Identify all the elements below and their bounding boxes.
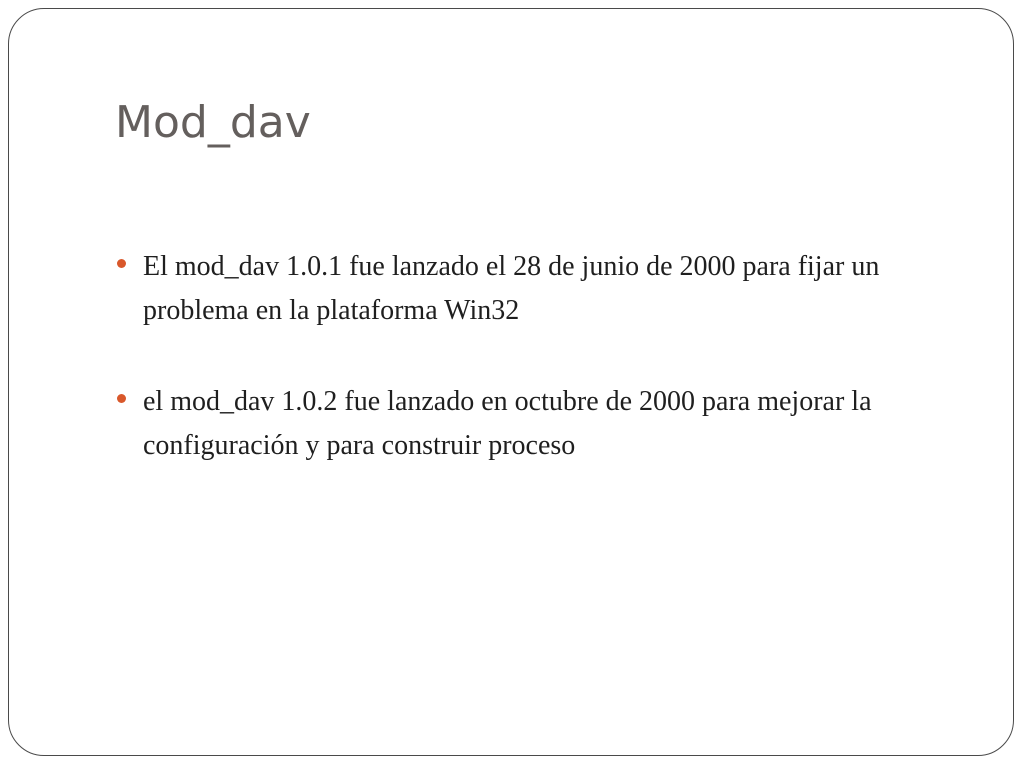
slide-title: Mod_dav: [115, 97, 311, 148]
bullet-item-1: [113, 245, 933, 333]
bullet-dot-icon: [117, 259, 126, 268]
bullet-dot-icon: [117, 394, 126, 403]
bullet-text-2: el mod_dav 1.0.2 fue lanzado en octubre de 2000 para mejorar la configuración y para construir proceso: [143, 386, 872, 461]
slide: [8, 8, 1014, 756]
bullet-text-1: El mod_dav 1.0.1 fue lanzado el 28 de junio de 2000 para fijar un problema en la plataforma Win32: [143, 251, 880, 326]
bullet-list: [113, 245, 933, 515]
bullet-item-2: [113, 380, 933, 468]
